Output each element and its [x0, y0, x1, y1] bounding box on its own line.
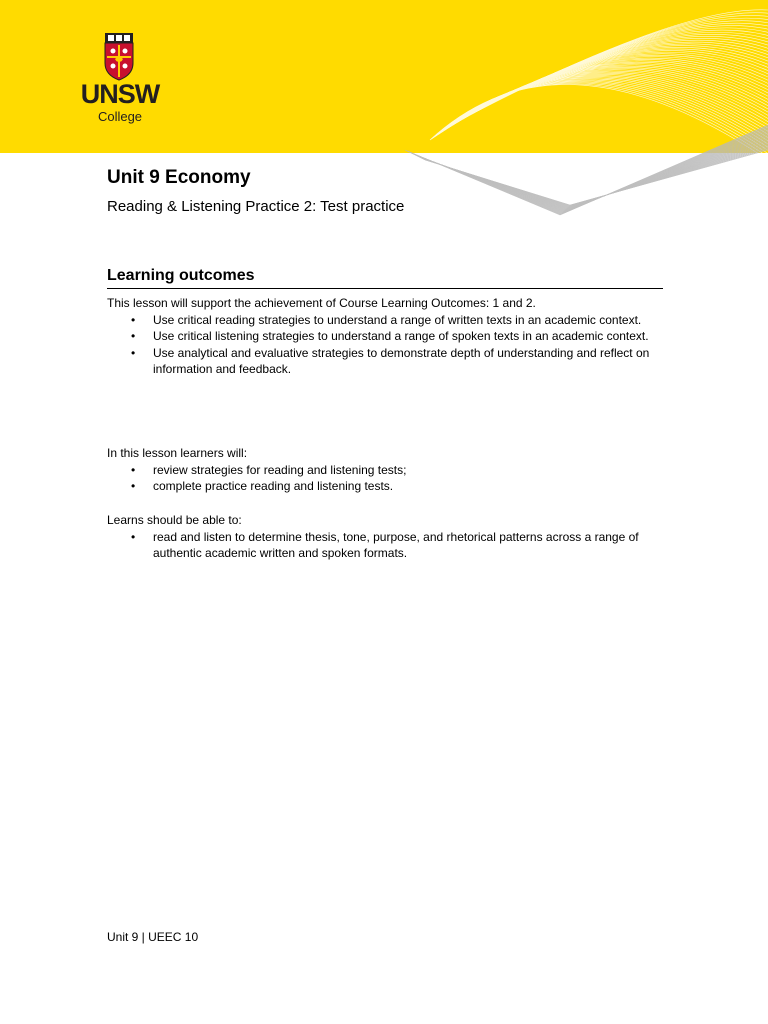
wave-line: [455, 30, 768, 123]
unsw-college-logo: [76, 33, 164, 125]
list-item: [107, 345, 667, 378]
wave-line: [433, 80, 768, 144]
abilities-list: [107, 529, 667, 562]
bullet-icon: •: [131, 312, 136, 327]
wave-line: [431, 84, 768, 157]
list-item-text: Use critical reading strategies to understand a range of written texts in an academic context.: [153, 312, 642, 327]
abilities-block: [107, 512, 667, 562]
page-title: Unit 9 Economy: [107, 167, 251, 188]
list-item-text: review strategies for reading and listening tests;: [153, 462, 407, 477]
abilities-intro: Learns should be able to:: [107, 513, 242, 527]
page-subtitle: Reading & Listening Practice 2: Test practice: [107, 198, 405, 215]
list-item: [107, 529, 667, 562]
wave-line: [441, 65, 768, 133]
bullet-icon: •: [131, 529, 136, 544]
learning-outcomes-block: [107, 295, 667, 378]
lesson-goals-list: [107, 462, 667, 495]
bullet-icon: •: [131, 329, 136, 343]
wave-line: [432, 82, 768, 151]
logo-subtitle: College: [97, 109, 143, 124]
wave-line: [446, 55, 768, 129]
learning-outcomes-intro: This lesson will support the achievement of Course Learning Outcomes: 1 and 2.: [107, 296, 536, 310]
crest-icon: [103, 33, 135, 81]
wave-line: [443, 61, 768, 131]
learning-outcomes-list: [107, 312, 667, 378]
wave-line: [456, 26, 768, 123]
lesson-goals-block: [107, 445, 667, 495]
learning-outcomes-heading: Learning outcomes: [107, 266, 663, 289]
bullet-icon: •: [131, 479, 136, 493]
wave-line: [457, 23, 768, 122]
page-footer: Unit 9 | UEEC 10: [107, 930, 199, 944]
list-item: [107, 328, 667, 345]
bullet-icon: •: [131, 462, 136, 477]
logo-wordmark: UNSW: [80, 79, 160, 109]
lesson-goals-intro: In this lesson learners will:: [107, 446, 248, 460]
list-item-text: Use critical listening strategies to understand a range of spoken texts in an academic context.: [153, 329, 649, 343]
list-item: [107, 478, 667, 495]
list-item-text: complete practice reading and listening tests.: [153, 479, 394, 493]
bullet-icon: •: [131, 345, 136, 360]
wave-line: [454, 34, 768, 124]
list-item: [107, 312, 667, 329]
list-item: [107, 462, 667, 479]
list-item-text: read and listen to determine thesis, tone, purpose, and rhetorical patterns across a range of authentic academic written and spoken formats.: [153, 529, 639, 560]
list-item-text: Use analytical and evaluative strategies to demonstrate depth of understanding and reflect on information and feedback.: [153, 345, 650, 376]
